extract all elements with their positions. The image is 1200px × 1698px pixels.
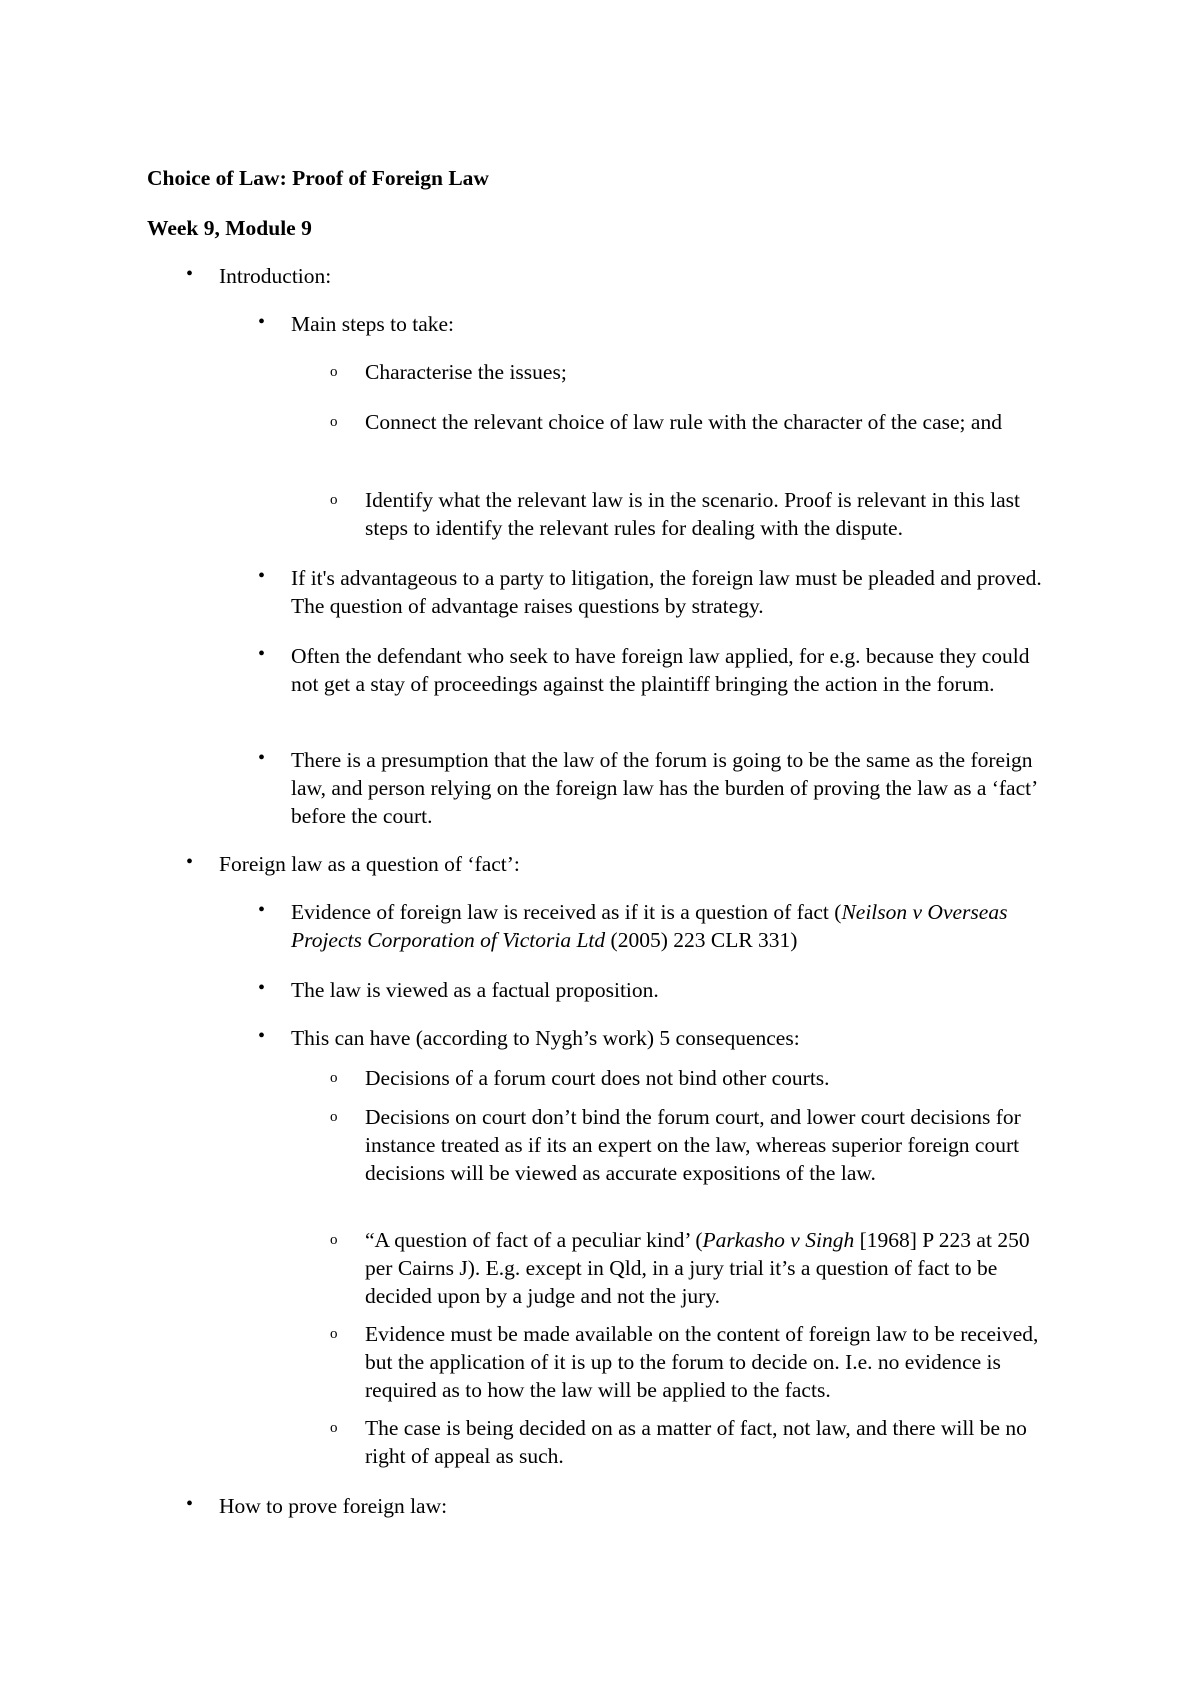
fact-heading: Foreign law as a question of ‘fact’: bbox=[219, 852, 520, 876]
case-citation-neilson: Neilson v Overseas Projects Corporation of Victoria Ltd bbox=[291, 900, 1008, 952]
step-2-text: Connect the relevant choice of law rule with the character of the case; and bbox=[365, 410, 1002, 434]
bullet-icon: • bbox=[258, 311, 266, 333]
list-item bbox=[330, 486, 1060, 542]
bullet-icon: • bbox=[258, 747, 266, 769]
circle-bullet-icon: o bbox=[330, 1420, 338, 1436]
consequence-2: Decisions on court don’t bind the forum court, and lower court decisions for instance treated as if its an expert on the law, whereas superior foreign court decisions will be viewed as accurate expositions of the law. bbox=[365, 1105, 1021, 1185]
bullet-icon: • bbox=[186, 1493, 194, 1515]
consequence-3-pre: “A question of fact of a peculiar kind’ ( bbox=[365, 1228, 703, 1252]
consequence-3 bbox=[365, 1226, 1060, 1310]
main-steps-label: Main steps to take: bbox=[291, 312, 455, 336]
consequence-1: Decisions of a forum court does not bind other courts. bbox=[365, 1066, 830, 1090]
bullet-icon: • bbox=[258, 643, 266, 665]
document-subtitle: Week 9, Module 9 bbox=[147, 216, 312, 240]
consequence-5: The case is being decided on as a matter of fact, not law, and there will be no right of appeal as such. bbox=[365, 1416, 1027, 1468]
list-item bbox=[258, 310, 1058, 338]
list-item bbox=[258, 746, 1058, 830]
circle-bullet-icon: o bbox=[330, 1070, 338, 1086]
list-item bbox=[330, 1414, 1060, 1470]
consequences-text: This can have (according to Nygh’s work) 5 consequences: bbox=[291, 1026, 800, 1050]
circle-bullet-icon: o bbox=[330, 1326, 338, 1342]
prove-heading: How to prove foreign law: bbox=[219, 1494, 448, 1518]
list-item bbox=[186, 850, 1066, 878]
list-item bbox=[330, 408, 1060, 436]
circle-bullet-icon: o bbox=[330, 364, 338, 380]
consequence-4: Evidence must be made available on the content of foreign law to be received, but the application of it is up to the forum to decide on. I.e. no evidence is required as to how the law will be applied to the facts. bbox=[365, 1322, 1039, 1402]
circle-bullet-icon: o bbox=[330, 1232, 338, 1248]
circle-bullet-icon: o bbox=[330, 414, 338, 430]
bullet-icon: • bbox=[258, 565, 266, 587]
consequence-3-post: [1968] P 223 at 250 per Cairns J). E.g. except in Qld, in a jury trial it’s a question of fact to be decided upon by a judge and not the jury. bbox=[365, 1228, 1030, 1308]
list-item bbox=[330, 358, 1060, 386]
list-item bbox=[186, 262, 1066, 290]
evidence-text-post: (2005) 223 CLR 331) bbox=[605, 928, 798, 952]
intro-heading: Introduction: bbox=[219, 264, 332, 288]
step-3-text: Identify what the relevant law is in the scenario. Proof is relevant in this last steps to identify the relevant rules for dealing with the dispute. bbox=[365, 488, 1020, 540]
list-item bbox=[186, 1492, 1066, 1520]
document-title: Choice of Law: Proof of Foreign Law bbox=[147, 166, 489, 190]
bullet-icon: • bbox=[258, 899, 266, 921]
bullet-icon: • bbox=[186, 263, 194, 285]
intro-point-3: There is a presumption that the law of the forum is going to be the same as the foreign law, and person relying on the foreign law has the burden of proving the law as a ‘fact’ before the court. bbox=[291, 748, 1037, 828]
list-item bbox=[258, 898, 1058, 954]
intro-point-1: If it's advantageous to a party to litigation, the foreign law must be pleaded and proved. The question of advantage raises questions by strategy. bbox=[291, 566, 1042, 618]
evidence-text-pre: Evidence of foreign law is received as if it is a question of fact ( bbox=[291, 900, 842, 924]
list-item bbox=[258, 642, 1058, 698]
list-item bbox=[330, 1103, 1060, 1187]
list-item bbox=[330, 1320, 1060, 1404]
step-1-text: Characterise the issues; bbox=[365, 360, 567, 384]
list-item bbox=[330, 1226, 1060, 1310]
case-citation-parkasho: Parkasho v Singh bbox=[702, 1228, 855, 1252]
bullet-icon: • bbox=[258, 977, 266, 999]
intro-point-2: Often the defendant who seek to have foreign law applied, for e.g. because they could not get a stay of proceedings against the plaintiff bringing the action in the forum. bbox=[291, 644, 1030, 696]
circle-bullet-icon: o bbox=[330, 1109, 338, 1125]
bullet-icon: • bbox=[186, 851, 194, 873]
list-item bbox=[258, 976, 1058, 1004]
factual-proposition-text: The law is viewed as a factual proposition. bbox=[291, 978, 659, 1002]
evidence-text bbox=[291, 898, 1058, 954]
list-item bbox=[330, 1064, 1060, 1092]
bullet-icon: • bbox=[258, 1025, 266, 1047]
list-item bbox=[258, 564, 1058, 620]
list-item bbox=[258, 1024, 1058, 1052]
circle-bullet-icon: o bbox=[330, 492, 338, 508]
